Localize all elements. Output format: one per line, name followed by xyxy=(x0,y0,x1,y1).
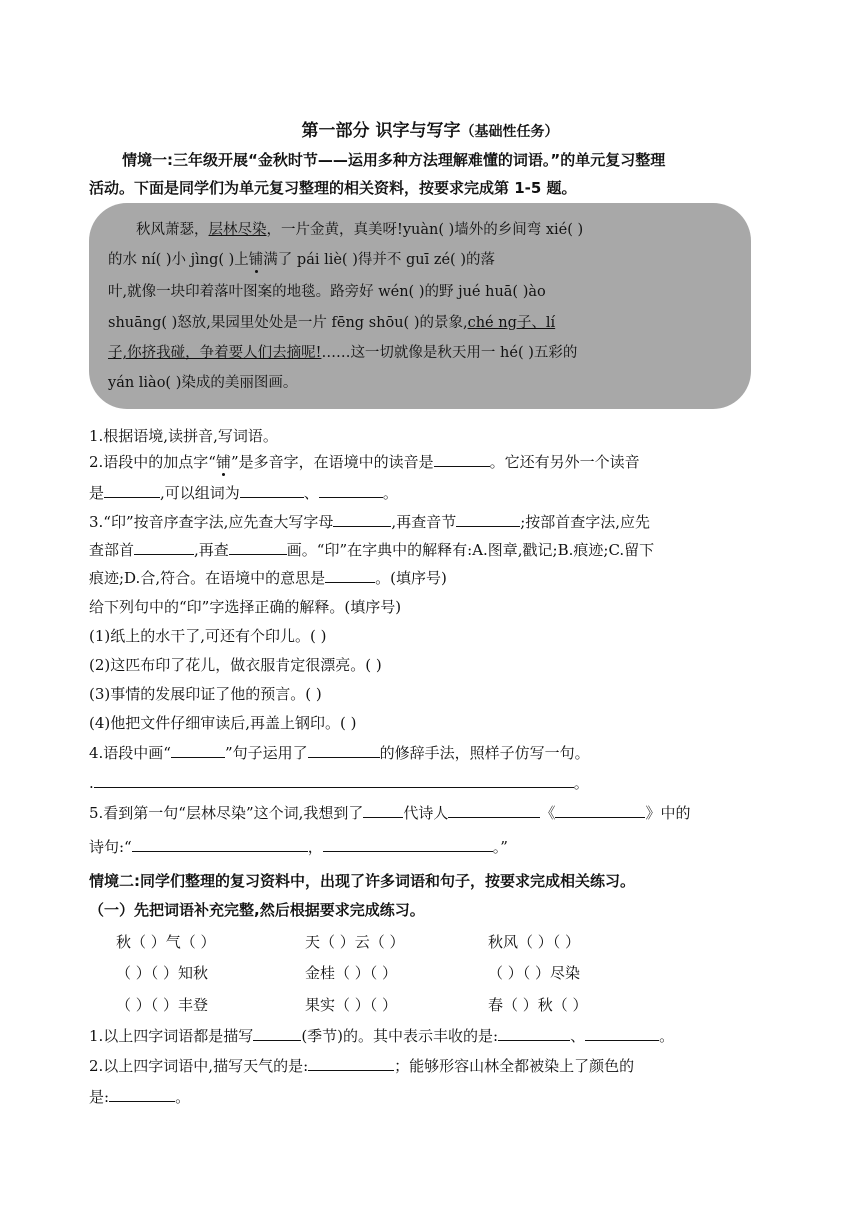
sentence-2: (2)这匹布印了花儿，做衣服肯定很漂亮。( ) xyxy=(89,656,382,674)
answer-blank[interactable] xyxy=(253,1026,301,1041)
word-cell: （ ）（ ）丰登 xyxy=(116,996,209,1014)
page-title xyxy=(0,116,860,141)
passage-line-4: shuāng( )怒放,果园里处处是一片 fēng shōu( )的景象,ché ng子、lí xyxy=(108,315,556,331)
passage-line-3: 叶,就像一块印着落叶图案的地毯。路旁好 wén( )的野 jué huā( )ào xyxy=(108,284,546,300)
question-2-cont: 是 ,可以组词为 、 。 xyxy=(89,484,398,502)
title-sub: （基础性任务） xyxy=(460,124,559,140)
word-cell: 天（ ）云（ ） xyxy=(305,933,405,951)
answer-blank[interactable] xyxy=(134,540,194,555)
question-4: 4.语段中画“ ”句子运用了 的修辞手法，照样子仿写一句。 xyxy=(89,744,590,762)
answer-blank[interactable] xyxy=(585,1026,659,1041)
answer-blank[interactable] xyxy=(555,803,645,818)
scenario1-line1: 情境一:三年级开展“金秋时节——运用多种方法理解难懂的词语。”的单元复习整理 xyxy=(122,151,666,169)
exercise-1: 1.以上四字词语都是描写 (季节)的。其中表示丰收的是: 、 。 xyxy=(89,1027,675,1045)
scenario1-line2: 活动。下面是同学们为单元复习整理的相关资料，按要求完成第 1-5 题。 xyxy=(89,179,577,197)
question-3-instruction: 给下列句中的“印”字选择正确的解释。(填序号) xyxy=(89,598,402,616)
word-cell: 春（ ）秋（ ） xyxy=(488,996,588,1014)
title-main: 第一部分 识字与写字 xyxy=(301,121,461,141)
sentence-4: (4)他把文件仔细审读后,再盖上钢印。( ) xyxy=(89,714,357,732)
passage-line-5: 子,你挤我碰，争着要人们去摘呢!……这一切就像是秋天用一 hé( )五彩的 xyxy=(108,345,578,361)
answer-blank[interactable] xyxy=(319,483,383,498)
answer-blank[interactable] xyxy=(171,743,225,758)
answer-blank[interactable] xyxy=(456,512,520,527)
exercise-2-cont: 是: 。 xyxy=(89,1088,191,1106)
question-1: 1.根据语境,读拼音,写词语。 xyxy=(89,427,278,445)
passage-line-6: yán liào( )染成的美丽图画。 xyxy=(108,375,298,391)
answer-blank[interactable] xyxy=(132,837,308,852)
answer-blank[interactable] xyxy=(434,452,490,467)
answer-blank[interactable] xyxy=(323,837,493,852)
answer-blank[interactable] xyxy=(104,483,160,498)
sentence-1: (1)纸上的水干了,可还有个印儿。( ) xyxy=(89,627,327,645)
question-3: 3.“印”按音序查字法,应先查大写字母 ,再查音节 ;按部首查字法,应先 xyxy=(89,513,651,531)
answer-blank[interactable] xyxy=(448,803,540,818)
scenario2-part1: （一）先把词语补充完整,然后根据要求完成练习。 xyxy=(89,901,425,919)
word-cell: 秋（ ）气（ ） xyxy=(116,933,216,951)
answer-blank[interactable] xyxy=(498,1026,570,1041)
answer-blank[interactable] xyxy=(308,1056,394,1071)
answer-blank[interactable] xyxy=(109,1087,175,1102)
word-cell: 果实（ ）（ ） xyxy=(305,996,398,1014)
question-5-cont: 诗句:“ ， 。” xyxy=(89,838,508,856)
dotted-char: 铺 xyxy=(248,252,264,268)
answer-blank[interactable] xyxy=(363,803,403,818)
dotted-char: 铺 xyxy=(215,453,231,471)
question-5: 5.看到第一句“层林尽染”这个词,我想到了 代诗人 《 》中的 xyxy=(89,804,691,822)
answer-blank[interactable] xyxy=(333,512,391,527)
question-3-cont2: 痕迹;D.合,符合。在语境中的意思是 。(填序号) xyxy=(89,569,447,587)
question-2: 2.语段中的加点字“铺”是多音字，在语境中的读音是 。它还有另外一个读音 xyxy=(89,453,640,471)
word-cell: （ ）（ ）尽染 xyxy=(488,964,581,982)
passage-line-1: 秋风萧瑟，层林尽染，一片金黄，真美呀!yuàn( )墙外的乡间弯 xié( ) xyxy=(136,222,584,238)
answer-blank[interactable] xyxy=(325,568,375,583)
underlined-phrase: 层林尽染 xyxy=(208,222,267,238)
underlined-sentence-start: ché ng子、lí xyxy=(467,315,556,331)
underlined-sentence-end: 子,你挤我碰，争着要人们去摘呢! xyxy=(108,345,322,361)
sentence-3: (3)事情的发展印证了他的预言。( ) xyxy=(89,685,322,703)
exercise-2: 2.以上四字词语中,描写天气的是: ；能够形容山林全都被染上了颜色的 xyxy=(89,1057,635,1075)
word-cell: 秋风（ ）（ ） xyxy=(488,933,581,951)
answer-blank[interactable] xyxy=(308,743,380,758)
word-cell: 金桂（ ）（ ） xyxy=(305,964,398,982)
answer-line[interactable] xyxy=(94,773,574,788)
passage-line-2: 的水 ní( )小 jìng( )上铺满了 pái liè( )得并不 guī zé( )的落 xyxy=(108,252,495,268)
answer-blank[interactable] xyxy=(229,540,287,555)
word-cell: （ ）（ ）知秋 xyxy=(116,964,209,982)
question-4-answer: . 。 xyxy=(89,774,589,792)
answer-blank[interactable] xyxy=(240,483,304,498)
scenario2-title: 情境二:同学们整理的复习资料中，出现了许多词语和句子，按要求完成相关练习。 xyxy=(89,872,636,890)
question-3-cont: 查部首 ,再查 画。“印”在字典中的解释有:A.图章,戳记;B.痕迹;C.留下 xyxy=(89,541,655,559)
